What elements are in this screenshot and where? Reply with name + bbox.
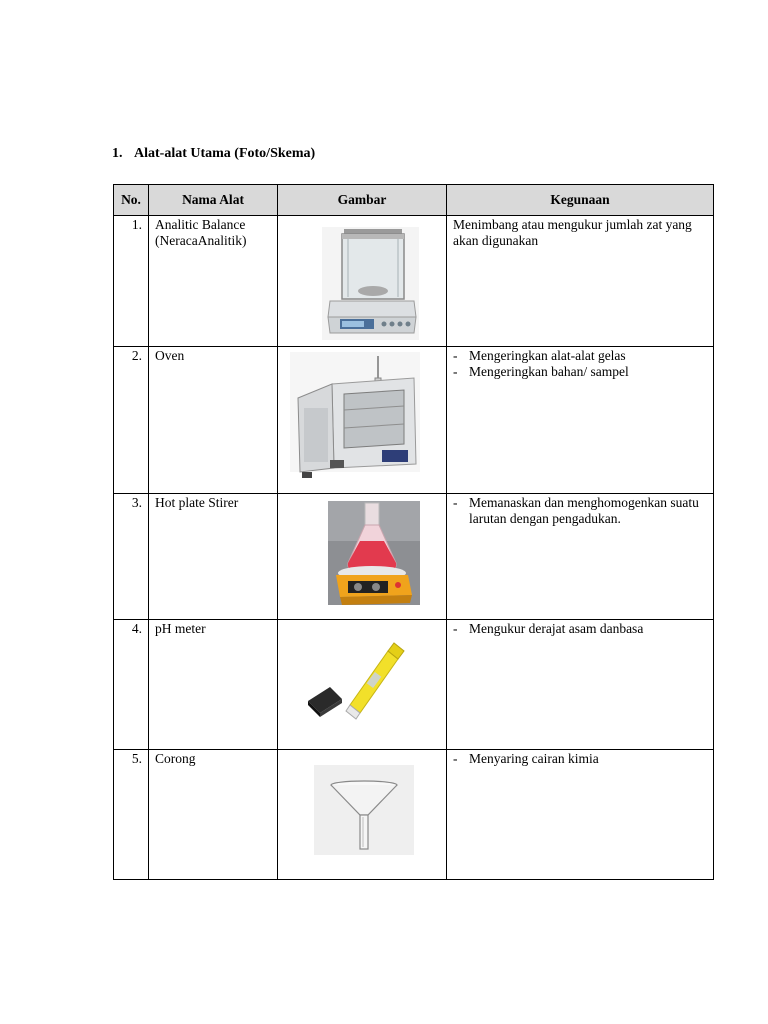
tool-image-cell [278,494,447,620]
row-number: 2. [114,347,149,494]
row-number: 3. [114,494,149,620]
use-text: Menimbang atau mengukur jumlah zat yang akan digunakan [453,217,692,248]
tool-name: Oven [149,347,278,494]
tool-use [447,620,714,750]
use-item-text: Mengeringkan alat-alat gelas [469,348,626,363]
list-item: - Menyaring cairan kimia [453,751,599,766]
tool-use [447,750,714,880]
table-header-row [114,185,714,216]
tool-name: pH meter [149,620,278,750]
tool-name: Corong [149,750,278,880]
section-number: 1. [112,146,123,161]
use-item-text: Mengeringkan bahan/ sampel [469,364,629,379]
header-use: Kegunaan [447,185,714,216]
section-heading [112,146,315,162]
row-number: 5. [114,750,149,880]
ph-meter-photo [284,621,453,749]
section-title: Alat-alat Utama (Foto/Skema) [134,146,316,161]
funnel-photo [284,751,453,879]
tool-name: Hot plate Stirer [149,494,278,620]
use-item-text: Mengukur derajat asam danbasa [469,621,644,636]
tool-name: Analitic Balance (NeracaAnalitik) [149,216,278,347]
list-item: - Mengeringkan alat-alat gelas [453,348,626,363]
tool-image-cell [278,216,447,347]
table-row [114,620,714,750]
table-row [114,750,714,880]
use-item-text: Menyaring cairan kimia [469,751,599,766]
list-item: - Memanaskan dan menghomogenkan suatu larutan dengan pengadukan. [453,495,699,526]
tool-use [447,494,714,620]
tool-image-cell [278,620,447,750]
oven-photo [284,348,453,493]
analytical-balance-photo [284,217,453,346]
row-number: 1. [114,216,149,347]
tool-image-cell [278,347,447,494]
header-image: Gambar [278,185,447,216]
use-item-text: Memanaskan dan menghomogenkan suatu larutan dengan pengadukan. [469,495,699,526]
use-list [453,348,707,380]
tools-table [113,184,714,880]
list-item: - Mengukur derajat asam danbasa [453,621,644,636]
tool-image-cell [278,750,447,880]
list-item: - Mengeringkan bahan/ sampel [453,364,629,379]
row-number: 4. [114,620,149,750]
tool-use [447,216,714,347]
tool-use [447,347,714,494]
header-no: No. [114,185,149,216]
use-list [453,495,707,527]
table-row [114,347,714,494]
table-row [114,216,714,347]
header-name: Nama Alat [149,185,278,216]
table-row [114,494,714,620]
use-list [453,751,707,767]
hot-plate-stirrer-photo [284,495,453,619]
use-list [453,621,707,637]
